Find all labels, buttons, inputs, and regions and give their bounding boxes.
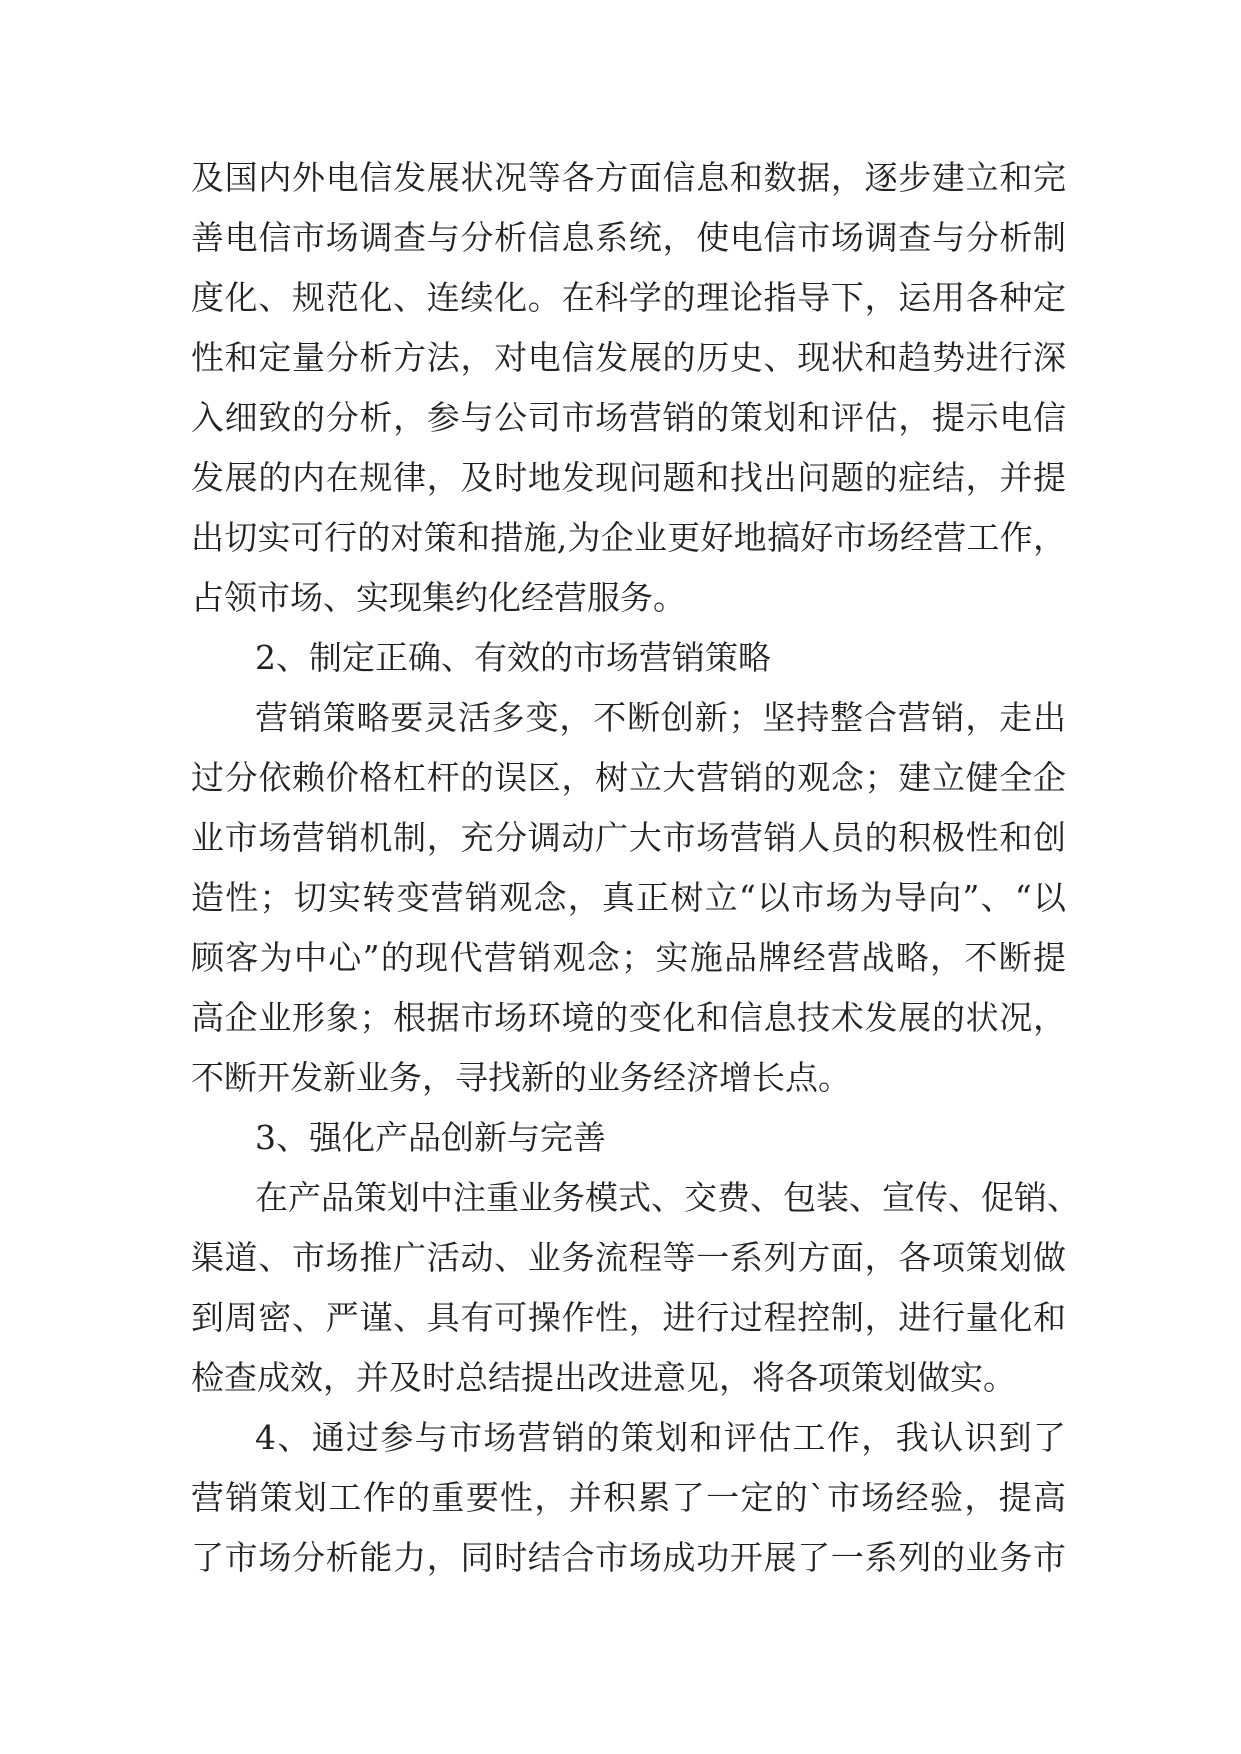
paragraph-line: 及国内外电信发展状况等各方面信息和数据，逐步建立和完 [191, 158, 1066, 197]
paragraph-line: 善电信市场调查与分析信息系统，使电信市场调查与分析制 [191, 218, 1066, 257]
paragraph-line: 在产品策划中注重业务模式、交费、包装、宣传、促销、 [255, 1178, 1080, 1217]
paragraph-line: 业市场营销机制，充分调动广大市场营销人员的积极性和创 [191, 818, 1066, 857]
paragraph-line: 到周密、严谨、具有可操作性，进行过程控制，进行量化和 [191, 1298, 1066, 1337]
paragraph-line: 顾客为中心”的现代营销观念；实施品牌经营战略，不断提 [191, 938, 1066, 977]
paragraph-line: 营销策划工作的重要性，并积累了一定的`市场经验，提高 [191, 1478, 1066, 1517]
paragraph-line: 渠道、市场推广活动、业务流程等一系列方面，各项策划做 [191, 1238, 1066, 1277]
paragraph-line: 了市场分析能力，同时结合市场成功开展了一系列的业务市 [191, 1538, 1066, 1577]
paragraph-line: 过分依赖价格杠杆的误区，树立大营销的观念；建立健全企 [191, 758, 1066, 797]
paragraph-line: 度化、规范化、连续化。在科学的理论指导下，运用各种定 [191, 278, 1066, 317]
paragraph-line: 营销策略要灵活多变，不断创新；坚持整合营销，走出 [255, 698, 1066, 737]
paragraph-line: 发展的内在规律，及时地发现问题和找出问题的症结，并提 [191, 458, 1066, 497]
paragraph-line: 性和定量分析方法，对电信发展的历史、现状和趋势进行深 [191, 338, 1066, 377]
section-heading: 3、强化产品创新与完善 [255, 1118, 606, 1157]
paragraph-line: 占领市场、实现集约化经营服务。 [191, 578, 686, 617]
paragraph-line: 高企业形象；根据市场环境的变化和信息技术发展的状况， [191, 998, 1066, 1037]
paragraph-line: 出切实可行的对策和措施,为企业更好地搞好市场经营工作， [191, 518, 1066, 557]
section-heading: 2、制定正确、有效的市场营销策略 [255, 638, 771, 677]
paragraph-line: 4、通过参与市场营销的策划和评估工作，我认识到了 [255, 1418, 1066, 1457]
paragraph-line: 造性；切实转变营销观念，真正树立“以市场为导向”、“以 [191, 878, 1066, 917]
paragraph-line: 不断开发新业务，寻找新的业务经济增长点。 [191, 1058, 851, 1097]
paragraph-line: 入细致的分析，参与公司市场营销的策划和评估，提示电信 [191, 398, 1066, 437]
paragraph-line: 检查成效，并及时总结提出改进意见，将各项策划做实。 [191, 1358, 1016, 1397]
